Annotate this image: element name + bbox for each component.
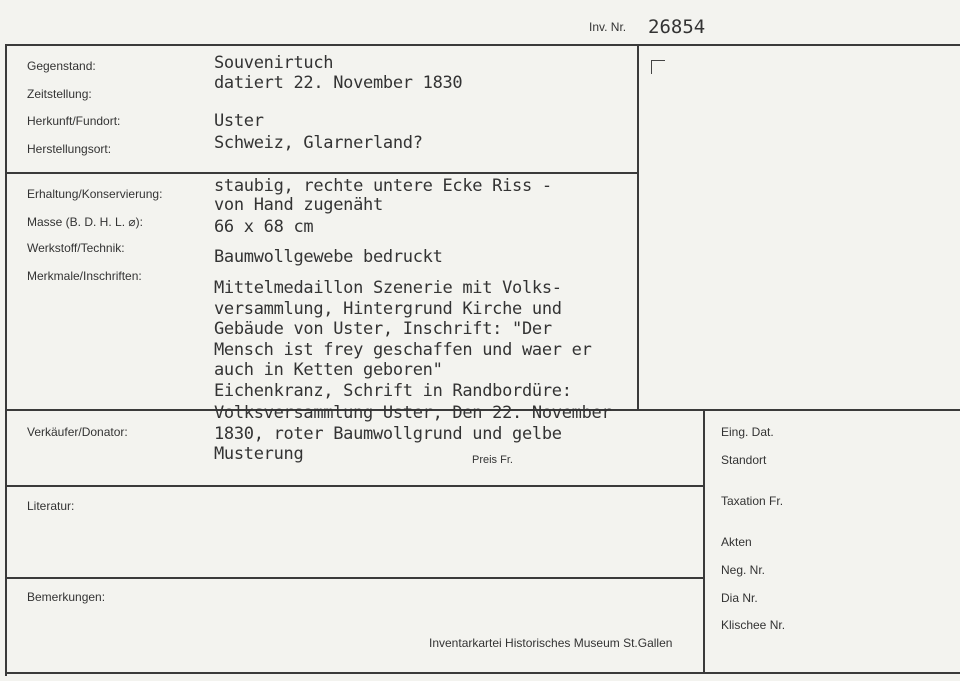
- typed-line: Mensch ist frey geschaffen und waer er: [214, 339, 592, 360]
- typed-line: von Hand zugenäht: [214, 194, 383, 215]
- label-preis: Preis Fr.: [472, 454, 513, 466]
- typed-merkmale: [214, 278, 611, 465]
- typed-line: 1830, roter Baumwollgrund und gelbe: [214, 423, 562, 444]
- inv-number: 26854: [648, 16, 706, 38]
- typed-herstellungsort: Schweiz, Glarnerland?: [214, 133, 423, 153]
- corner-mark: [651, 60, 665, 74]
- label-standort: Standort: [721, 453, 767, 467]
- inv-nr-label: Inv. Nr.: [589, 20, 627, 34]
- typed-line: Mittelmedaillon Szenerie mit Volks-: [214, 278, 562, 298]
- top-rule: [5, 44, 960, 46]
- typed-gegenstand: Souvenirtuch: [214, 53, 334, 73]
- typed-line: Gebäude von Uster, Inschrift: "Der: [214, 319, 552, 339]
- label-taxation: Taxation Fr.: [721, 494, 784, 508]
- label-werkstoff: Werkstoff/Technik:: [27, 241, 125, 255]
- card-footer: Inventarkartei Historisches Museum St.Gallen: [429, 636, 673, 650]
- label-klischee-nr: Klischee Nr.: [721, 618, 786, 632]
- label-zeitstellung: Zeitstellung:: [27, 87, 92, 101]
- typed-line: staubig, rechte untere Ecke Riss -: [214, 176, 552, 196]
- typed-erhaltung: [214, 176, 552, 215]
- label-verkaeufer: Verkäufer/Donator:: [27, 425, 128, 439]
- typed-line: Eichenkranz, Schrift in Randbordüre:: [214, 380, 572, 401]
- left-border: [5, 44, 7, 676]
- typed-herkunft: Uster: [214, 111, 264, 131]
- typed-line: auch in Ketten geboren": [214, 360, 443, 380]
- typed-line: versammlung, Hintergrund Kirche und: [214, 298, 562, 319]
- label-merkmale: Merkmale/Inschriften:: [27, 269, 142, 283]
- typed-masse: 66 x 68 cm: [214, 217, 314, 237]
- typed-zeitstellung: datiert 22. November 1830: [214, 73, 463, 93]
- label-literatur: Literatur:: [27, 499, 75, 513]
- bottom-rule: [5, 672, 960, 674]
- right-column-divider: [703, 409, 705, 673]
- section-divider-1: [5, 172, 638, 174]
- typed-line: Volksversammlung Uster, Den 22. November: [214, 403, 612, 423]
- label-herstellungsort: Herstellungsort:: [27, 142, 112, 156]
- label-bemerkungen: Bemerkungen:: [27, 590, 106, 604]
- section-divider-4: [5, 577, 704, 579]
- section-divider-3: [5, 485, 704, 487]
- label-dia-nr: Dia Nr.: [721, 591, 758, 605]
- label-eing-dat: Eing. Dat.: [721, 425, 774, 439]
- upper-column-divider: [637, 44, 639, 410]
- label-gegenstand: Gegenstand:: [27, 59, 96, 73]
- typed-line: Musterung: [214, 444, 304, 464]
- label-masse: Masse (B. D. H. L. ⌀):: [27, 215, 143, 229]
- typed-werkstoff: Baumwollgewebe bedruckt: [214, 247, 443, 267]
- label-herkunft: Herkunft/Fundort:: [27, 114, 121, 128]
- label-erhaltung: Erhaltung/Konservierung:: [27, 187, 163, 201]
- label-akten: Akten: [721, 535, 752, 549]
- label-neg-nr: Neg. Nr.: [721, 563, 766, 577]
